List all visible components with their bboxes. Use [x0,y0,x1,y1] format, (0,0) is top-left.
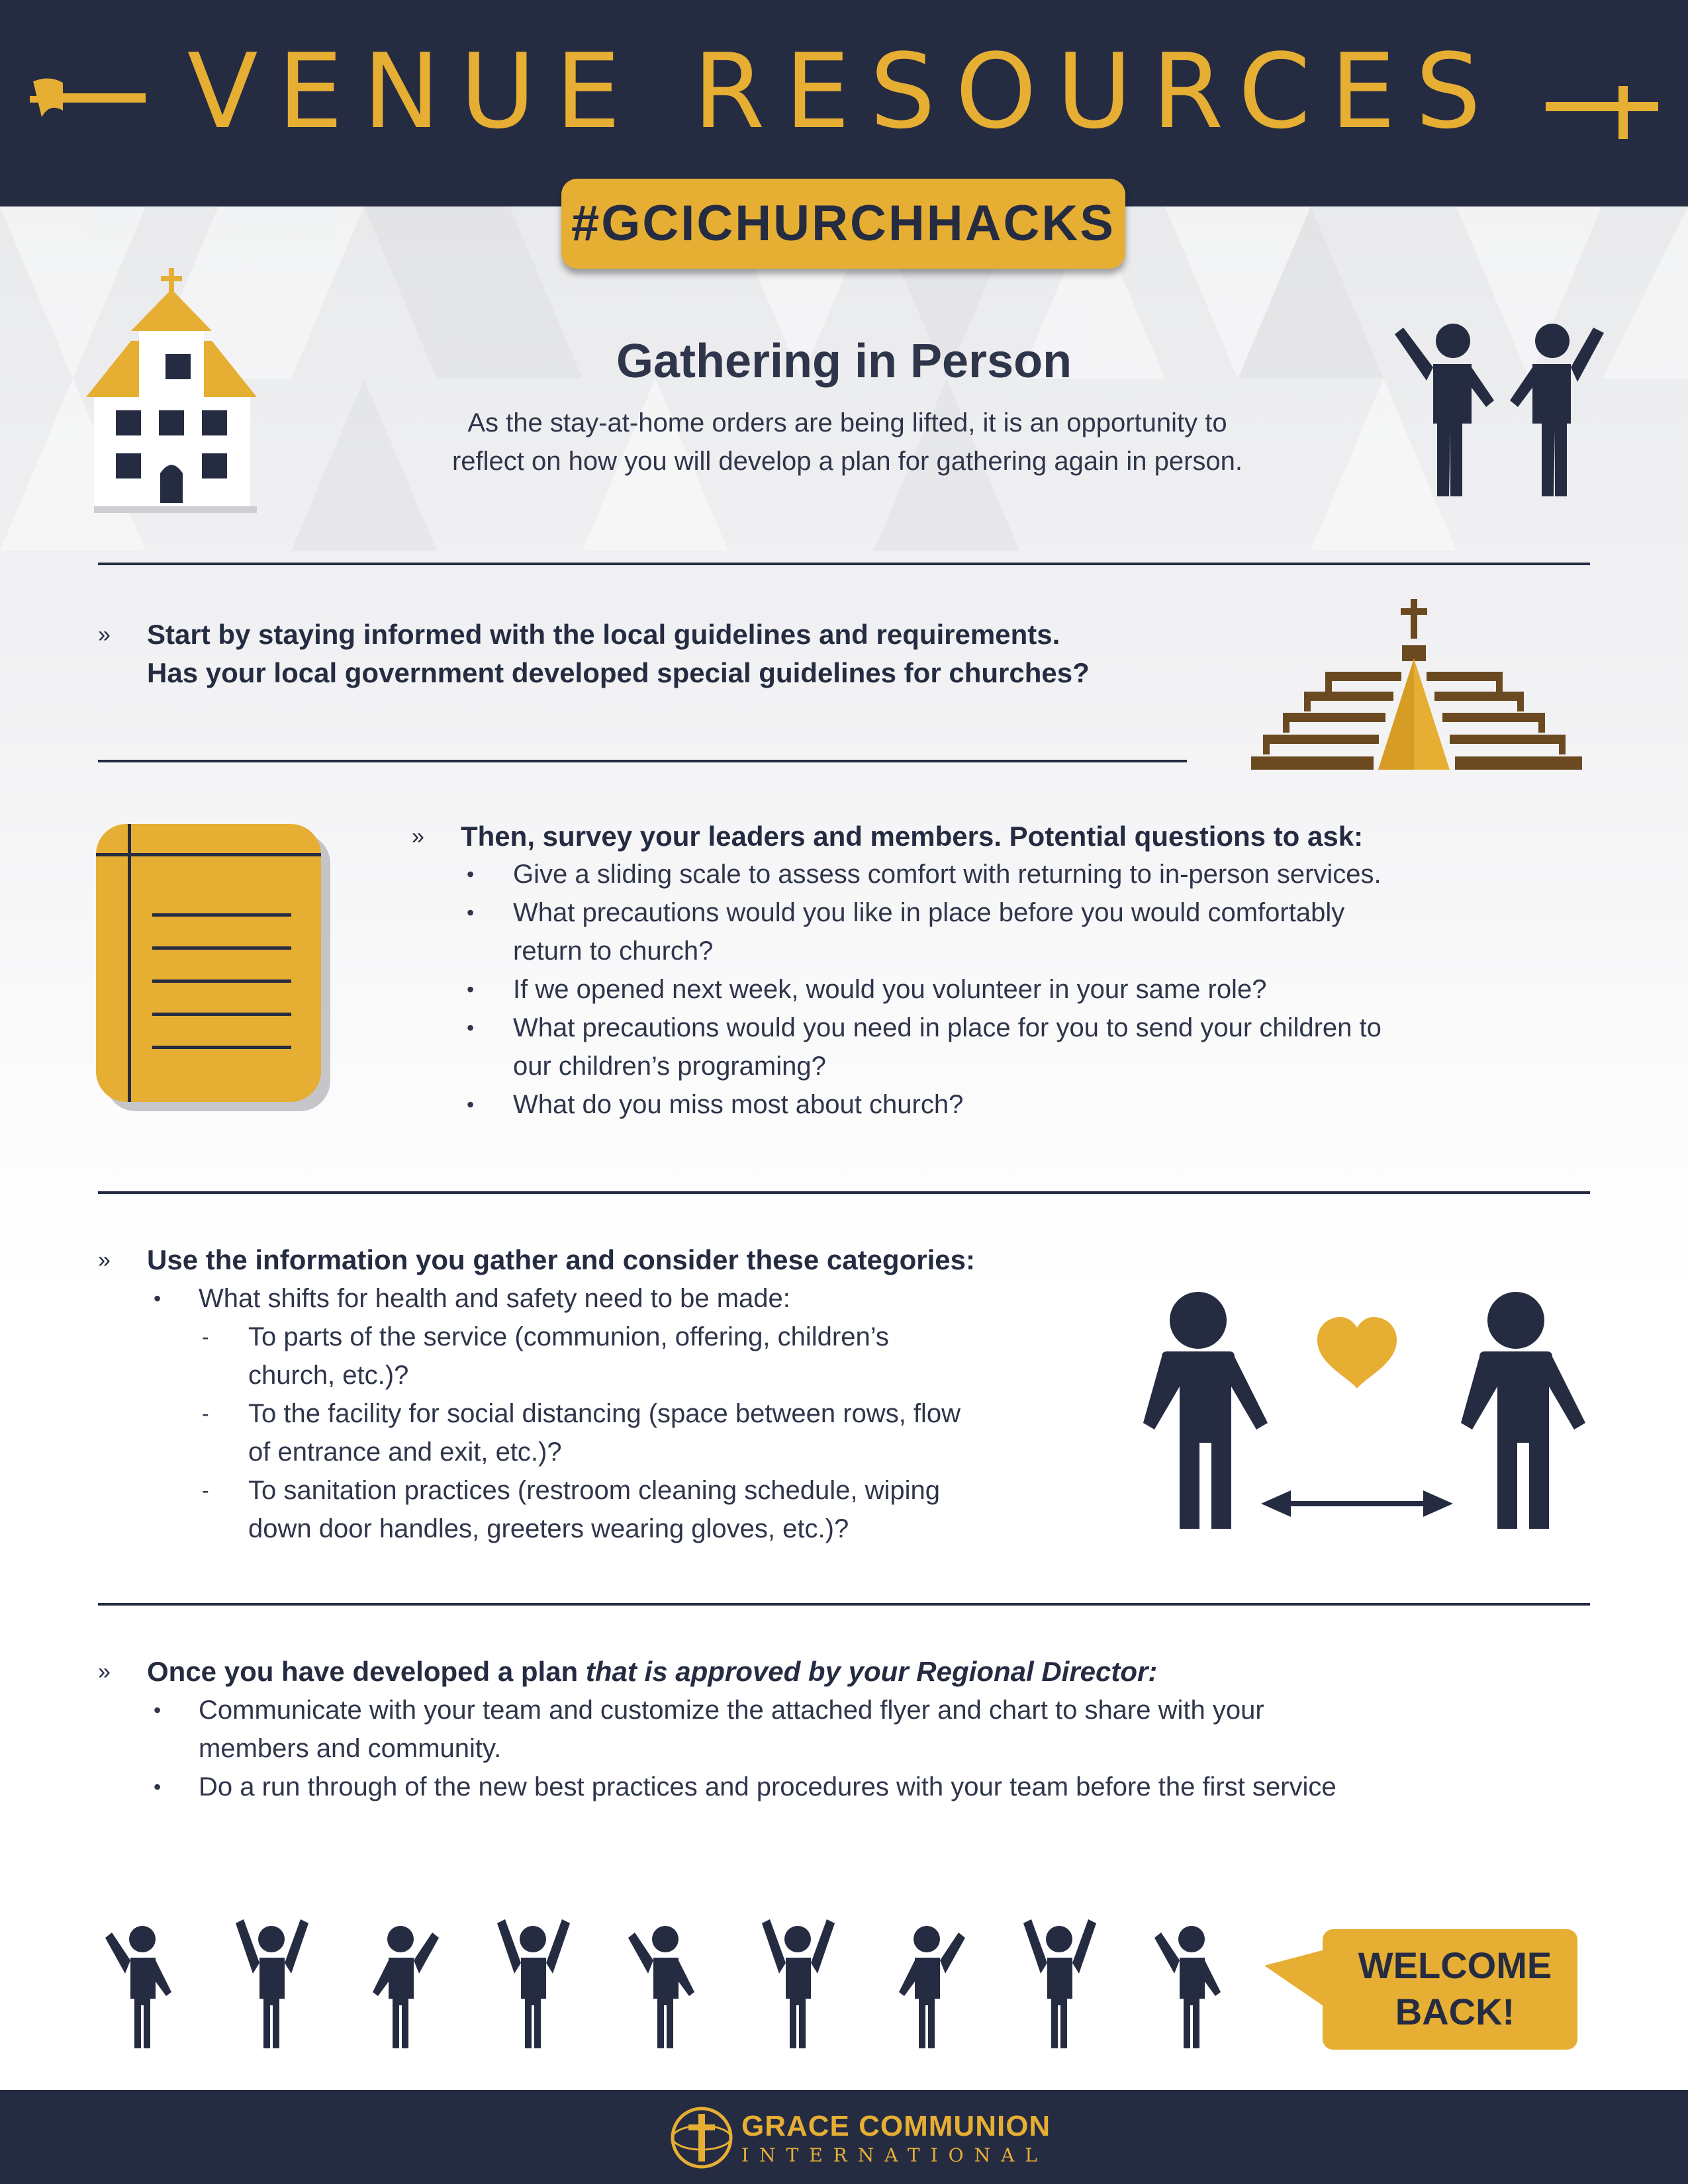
welcome-message [1323,1942,1587,2035]
survey-question: If we opened next week, would you volunteer in your same role? [513,975,1267,1004]
church-pews-icon [1251,599,1582,771]
category-subitem: To sanitation practices (restroom cleaning schedule, wiping [248,1476,940,1505]
survey-question: What precautions would you need in place for you to send your children to [513,1013,1382,1042]
category-subitem-cont: of entrance and exit, etc.)? [248,1437,562,1467]
bullet: • [467,862,475,886]
divider [98,760,1187,762]
intro-paragraph [357,404,1337,480]
plan-item-cont: members and community. [199,1734,502,1763]
survey-question-cont: our children’s programing? [513,1052,826,1081]
hammer-icon [30,76,149,136]
section-marker: » [98,1248,111,1273]
header-bar [0,0,1688,206]
survey-question: What do you miss most about church? [513,1090,964,1119]
category-subitem-cont: church, etc.)? [248,1361,409,1390]
dash: - [202,1402,209,1426]
section1-line: Start by staying informed with the local guidelines and requirements. [147,619,1060,650]
dash: - [202,1479,209,1502]
category-subitem-cont: down door handles, greeters wearing gloves, etc.)? [248,1514,849,1543]
dash: - [202,1325,209,1349]
section4-heading-italic: that is approved by your Regional Director: [585,1656,1158,1687]
bullet: • [467,1093,475,1116]
page-title: VENUE RESOURCES [187,31,1501,152]
intro-line: As the stay-at-home orders are being lifted, it is an opportunity to [467,408,1227,437]
plus-icon [1546,86,1658,139]
survey-question: Give a sliding scale to assess comfort with returning to in-person services. [513,860,1382,889]
social-distancing-icon [1125,1291,1589,1542]
bullet: • [154,1775,162,1799]
section-marker: » [98,622,111,647]
survey-question: What precautions would you like in place before you would comfortably [513,898,1345,927]
divider [98,1603,1590,1606]
gci-logo-icon [669,2105,735,2171]
divider [98,563,1590,565]
bullet: • [467,1016,475,1040]
bullet: • [154,1287,162,1310]
intro-line: reflect on how you will develop a plan for gathering again in person. [451,447,1243,476]
people-row-icon [103,1919,1241,2052]
people-cheering-icon [1393,321,1605,500]
section-marker: » [98,1659,111,1684]
bullet: • [467,901,475,925]
section1-line: Has your local government developed special guidelines for churches? [147,657,1090,688]
welcome-line: WELCOME [1358,1944,1552,1986]
section-marker: » [412,824,424,849]
survey-question-cont: return to church? [513,936,714,966]
category-subitem: To the facility for social distancing (space between rows, flow [248,1399,961,1428]
welcome-line: BACK! [1395,1991,1515,2032]
footer-org-subtitle: INTERNATIONAL [741,2144,1048,2166]
category-item: What shifts for health and safety need to be made: [199,1284,790,1313]
section4-heading [147,1653,1537,1691]
bullet: • [154,1698,162,1722]
section1-heading [147,615,1239,692]
divider [98,1191,1590,1194]
notepad-icon [96,824,334,1115]
hashtag-badge: #GCICHURCHHACKS [561,179,1125,269]
plan-item: Do a run through of the new best practices and procedures with your team before the first service [199,1772,1336,1801]
section4-heading-plain: Once you have developed a plan [147,1656,586,1687]
intro-heading: Gathering in Person [616,335,1072,388]
bullet: • [467,978,475,1001]
footer-org-name: GRACE COMMUNION [741,2110,1051,2142]
category-subitem: To parts of the service (communion, offering, children’s [248,1322,889,1351]
church-icon [86,268,278,513]
plan-item: Communicate with your team and customize the attached flyer and chart to share with your [199,1696,1264,1725]
section3-heading: Use the information you gather and consider these categories: [147,1244,975,1275]
section2-heading: Then, survey your leaders and members. Potential questions to ask: [461,821,1364,852]
